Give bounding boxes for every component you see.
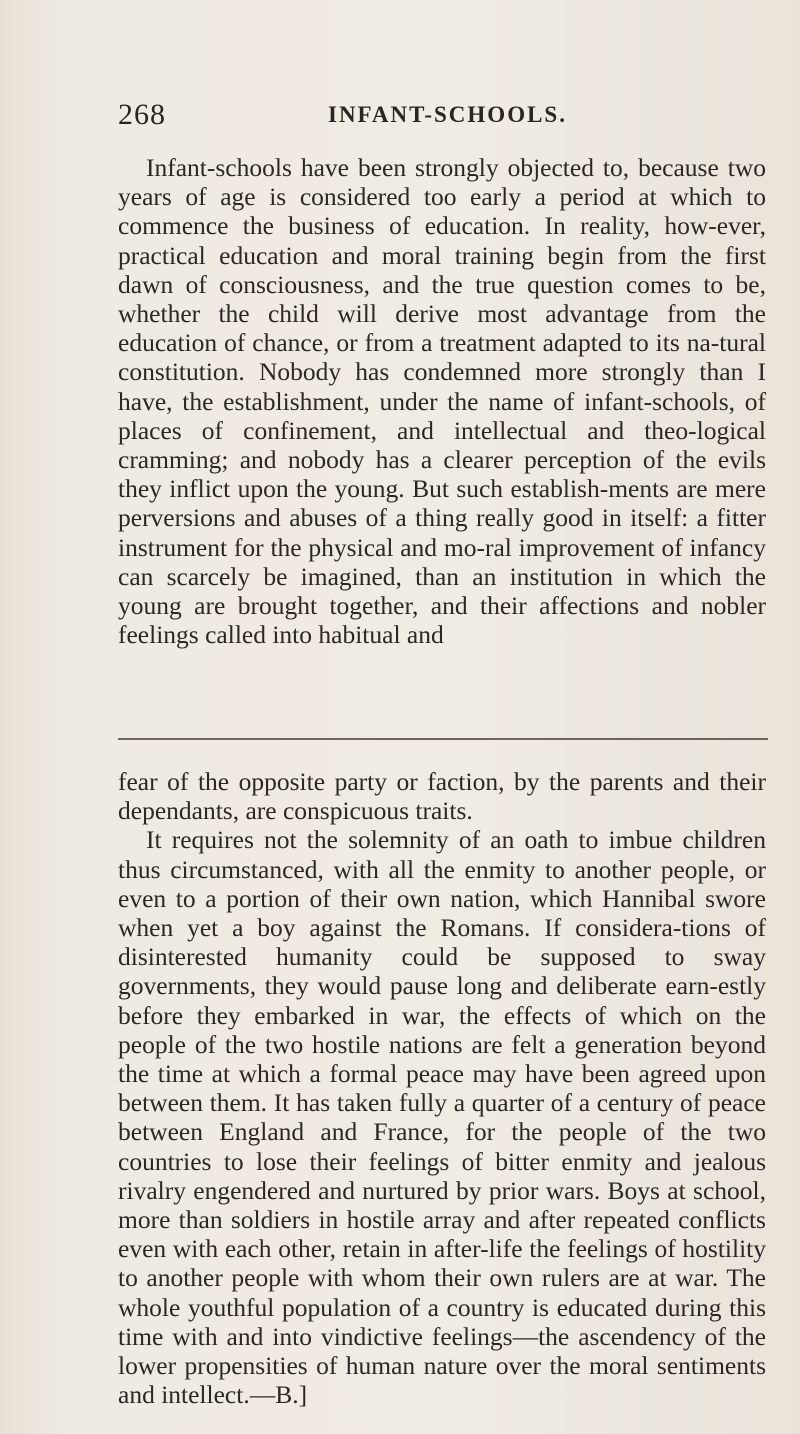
paragraph-main: Infant-schools have been strongly objected to, because two years of age is considered too early a period at which to commence the business of education. In reality, how-ever, practical education and moral training begin from the first dawn of consciousness, and the true question comes to be, whether the child will derive most advantage from the education of chance, or from a treatment adapted to its na-tural constitution. Nobody has condemned more strongly than I have, the establishment, under the name of infant-schools, of places of confinement, and intellectual and theo-logical cramming; and nobody has a clearer perception of the evils they inflict upon the young. But such establish-ments are mere perversions and abuses of a thing really good in itself: a fitter instrument for the physical and mo-ral improvement of infancy can scarcely be imagined, than an institution in which the young are brought together, and their affections and nobler feelings called into habitual and <box>118 153 766 650</box>
running-title: INFANT-SCHOOLS. <box>328 102 567 127</box>
running-head <box>118 98 778 138</box>
main-text-block <box>118 153 766 649</box>
footnote-paragraph: It requires not the solemnity of an oath to imbue children thus circumstanced, with all the enmity to another people, or even to a portion of their own nation, which Hannibal swore when yet a boy against the Romans. If considera-tions of disinterested humanity could be supposed to sway governments, they would pause long and deliberate earn-estly before they embarked in war, the effects of which on the people of the two hostile nations are felt a generation beyond the time at which a formal peace may have been agreed upon between them. It has taken fully a quarter of a century of peace between England and France, for the people of the two countries to lose their feelings of bitter enmity and jealous rivalry engendered and nurtured by prior wars. Boys at school, more than soldiers in hostile array and after repeated conflicts even with each other, retain in after-life the feelings of hostility to another people with whom their own rulers are at war. The whole youthful population of a country is educated during this time with and into vindictive feelings—the ascendency of the lower propensities of human nature over the moral sentiments and intellect.—B.] <box>118 825 766 1410</box>
footnote-divider <box>118 738 768 740</box>
page-number: 268 <box>118 98 166 131</box>
footnote-continuation: fear of the opposite party or faction, by the parents and their dependants, are conspicuous traits. <box>118 767 766 826</box>
footnote-block <box>118 767 766 1409</box>
